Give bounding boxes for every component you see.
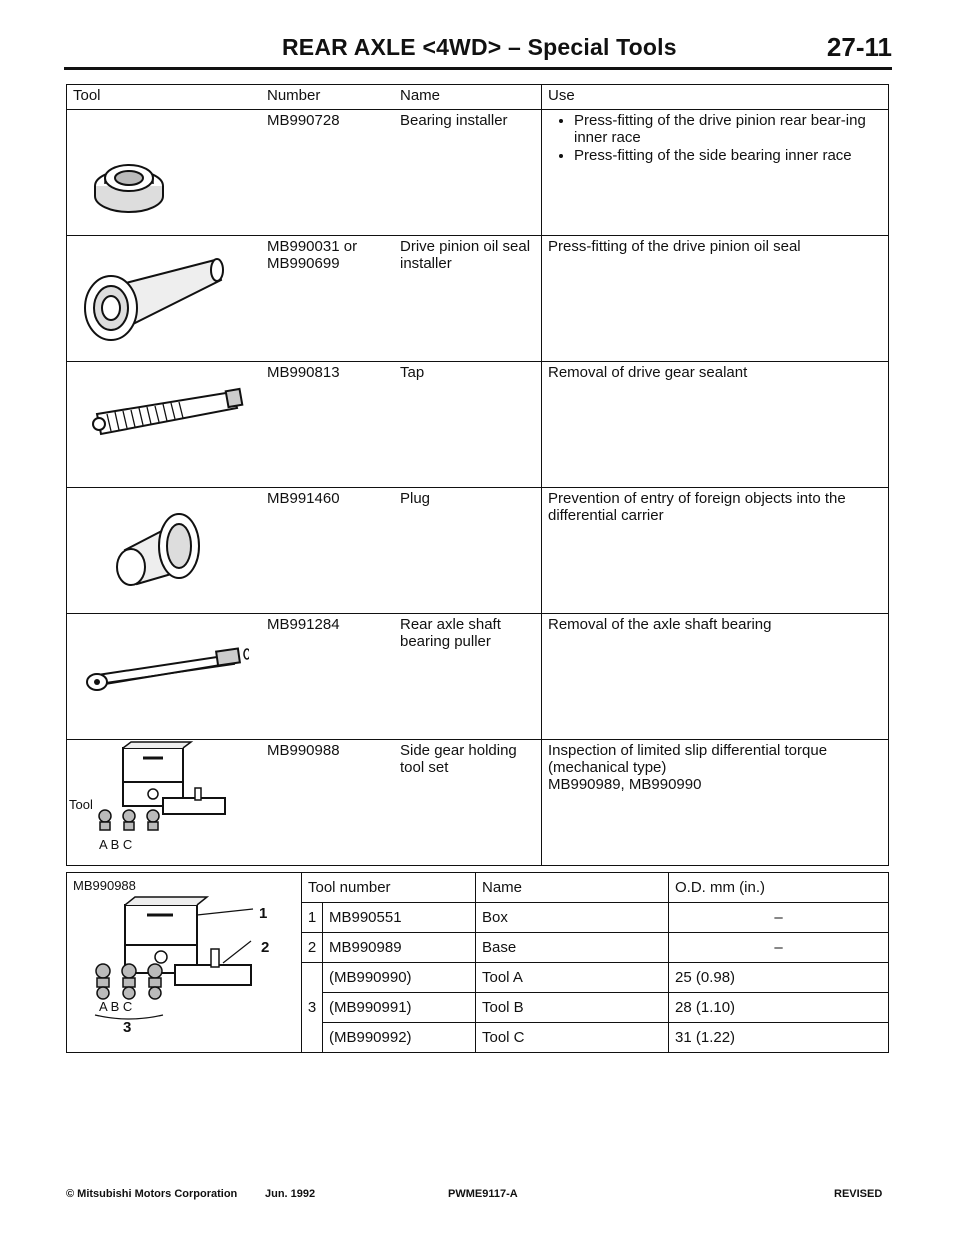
header-use: Use (542, 85, 889, 110)
tool-label: Tool (69, 797, 93, 812)
header-name: Name (394, 85, 542, 110)
shaft-puller-icon (67, 614, 249, 735)
part-number: MB990728 (267, 112, 340, 129)
page-title: REAR AXLE <4WD> – Special Tools (282, 34, 677, 60)
table-row (67, 236, 889, 362)
callout-abc: A B C (99, 999, 133, 1014)
row-index: 1 (302, 903, 323, 933)
part-name: Tool C (476, 1023, 669, 1053)
part-number: MB991460 (267, 490, 340, 507)
part-number: (MB990991) (323, 993, 476, 1023)
plug-icon (67, 488, 249, 609)
page-number: 27-11 (826, 32, 892, 62)
tool-set-illustration (67, 873, 302, 1053)
table-row (67, 362, 889, 488)
callout-1: 1 (259, 905, 268, 922)
part-number: MB990813 (267, 364, 340, 381)
tool-set-icon (73, 895, 283, 1045)
outer-diameter: – (669, 933, 889, 963)
use-item: • Press-fitting of the drive pinion rear bear-ing inner race (574, 112, 882, 146)
part-name: Tool B (476, 993, 669, 1023)
use-text: differential carrier (548, 507, 664, 524)
tool-name: Drive pinion oil seal (400, 238, 531, 255)
footer-code: PWME9117-A (448, 1188, 518, 1200)
tool-name: Side gear holding (400, 742, 517, 759)
use-list (548, 112, 882, 164)
use-text: Removal of drive gear sealant (548, 364, 748, 381)
part-number: MB990988 (267, 742, 340, 759)
tool-name: Rear axle shaft (400, 616, 501, 633)
table-row (67, 740, 889, 866)
callout-2: 2 (261, 939, 270, 956)
use-text: Prevention of entry of foreign objects into the (548, 490, 846, 507)
header-rule (64, 67, 892, 70)
table-row (67, 488, 889, 614)
seal-installer-icon (67, 236, 249, 357)
holding-tool-set-icon (67, 740, 249, 861)
use-item: • Press-fitting of the side bearing inner race (574, 147, 882, 164)
header-tool: Tool (67, 85, 262, 110)
tool-name: tool set (400, 759, 449, 776)
tool-name: Tap (400, 364, 425, 381)
part-number: MB990699 (267, 255, 340, 272)
part-number: MB990989 (323, 933, 476, 963)
part-name: Tool A (476, 963, 669, 993)
part-number: MB990031 or (267, 238, 358, 255)
use-text: (mechanical type) (548, 759, 667, 776)
callout-3: 3 (123, 1019, 132, 1036)
row-index: 2 (302, 933, 323, 963)
part-number: (MB990990) (323, 963, 476, 993)
special-tools-table (66, 84, 889, 866)
header-name: Name (476, 873, 669, 903)
tap-icon (67, 362, 249, 483)
part-name: Box (476, 903, 669, 933)
use-text: MB990989, MB990990 (548, 776, 702, 793)
outer-diameter: 25 (0.98) (669, 963, 889, 993)
tool-set-table (66, 872, 889, 1053)
footer-copyright: © Mitsubishi Motors Corporation (66, 1188, 238, 1200)
tool-set-header-row (67, 873, 889, 903)
bearing-installer-icon (67, 110, 249, 231)
table-row (67, 614, 889, 740)
tool-name: Bearing installer (400, 112, 508, 129)
table-row (67, 110, 889, 236)
outer-diameter: – (669, 903, 889, 933)
table-header-row (67, 85, 889, 110)
tool-name: Plug (400, 490, 431, 507)
footer-status: REVISED (834, 1188, 883, 1200)
part-name: Base (476, 933, 669, 963)
tool-name: installer (400, 255, 452, 272)
outer-diameter: 28 (1.10) (669, 993, 889, 1023)
header-tool-number: Tool number (302, 873, 476, 903)
abc-label: A B C (99, 837, 133, 852)
use-text: Inspection of limited slip differential torque (548, 742, 828, 759)
header-od: O.D. mm (in.) (669, 873, 889, 903)
part-number: (MB990992) (323, 1023, 476, 1053)
part-number: MB991284 (267, 616, 340, 633)
tool-set-label: MB990988 (73, 878, 136, 893)
header-number: Number (261, 85, 394, 110)
use-text: Removal of the axle shaft bearing (548, 616, 772, 633)
tool-name: bearing puller (400, 633, 491, 650)
footer-date: Jun. 1992 (265, 1188, 316, 1200)
use-text: Press-fitting of the drive pinion oil seal (548, 238, 801, 255)
outer-diameter: 31 (1.22) (669, 1023, 889, 1053)
row-index: 3 (302, 963, 323, 1053)
part-number: MB990551 (323, 903, 476, 933)
